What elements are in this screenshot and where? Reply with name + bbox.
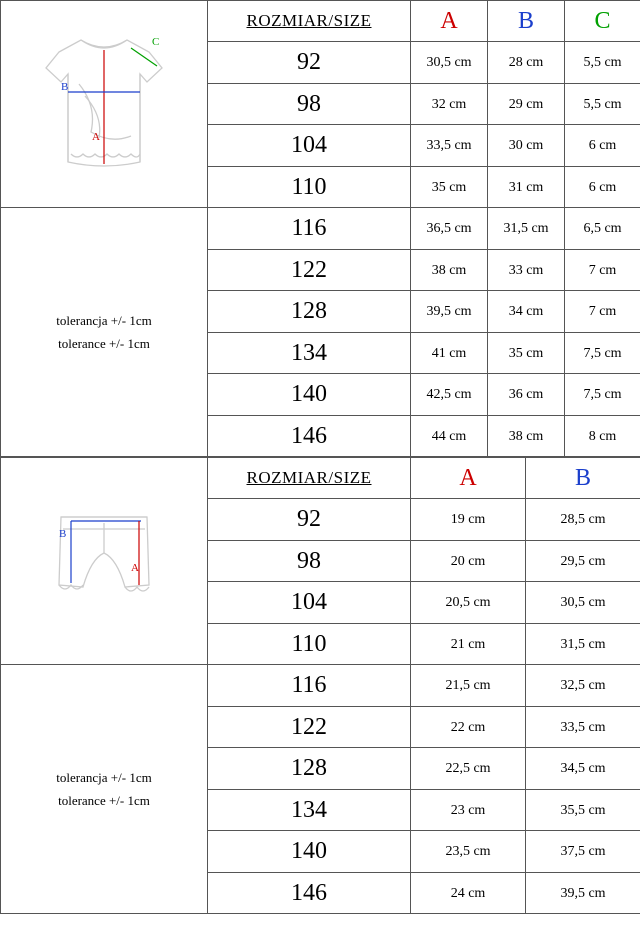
shorts-diagram-cell [1, 458, 208, 665]
measurement-b: 28 cm [508, 55, 544, 71]
cell-size [208, 125, 411, 167]
shorts-icon [29, 499, 179, 624]
measurement-a: 42,5 cm [426, 387, 472, 403]
measurement-a: 21 cm [450, 636, 486, 652]
measurement-b: 30 cm [508, 138, 544, 154]
cell-size [208, 706, 411, 748]
measurement-a: 41 cm [431, 345, 467, 361]
cell-size [208, 374, 411, 416]
cell-c [565, 83, 640, 125]
cell-a [411, 208, 488, 250]
shorts-diagram [1, 499, 207, 624]
cell-a [411, 415, 488, 457]
tolerance-pl: tolerancja +/- 1cm [56, 769, 152, 785]
measurement-b: 28,5 cm [560, 512, 606, 528]
tolerance-en: tolerance +/- 1cm [58, 793, 150, 808]
measurement-a: 30,5 cm [426, 55, 472, 71]
cell-size [208, 83, 411, 125]
measurement-b: 30,5 cm [560, 595, 606, 611]
measurement-c: 6 cm [588, 179, 617, 195]
measurement-a: 22 cm [450, 719, 486, 735]
cell-size [208, 499, 411, 541]
size-value: 116 [291, 215, 327, 242]
shorts-header-a [411, 458, 526, 499]
tshirt-icon [19, 24, 189, 184]
measurement-c: 6,5 cm [583, 221, 622, 237]
cell-size [208, 540, 411, 582]
cell-a [411, 332, 488, 374]
measurement-c: 7,5 cm [583, 345, 622, 361]
shorts-label-b: B [59, 527, 67, 540]
cell-size [208, 415, 411, 457]
size-value: 146 [291, 879, 327, 906]
shorts-header-b-text: B [574, 464, 591, 491]
measurement-a: 38 cm [431, 262, 467, 278]
cell-b [526, 831, 640, 873]
measurement-c: 5,5 cm [583, 55, 622, 71]
cell-b [488, 166, 565, 208]
cell-a [411, 83, 488, 125]
tshirt-header-a-text: A [440, 7, 458, 34]
cell-b [488, 208, 565, 250]
cell-b [526, 499, 640, 541]
measurement-b: 29,5 cm [560, 553, 606, 569]
cell-b [488, 332, 565, 374]
cell-c [565, 249, 640, 291]
cell-a [411, 706, 526, 748]
measurement-b: 33,5 cm [560, 719, 606, 735]
measurement-a: 23 cm [450, 802, 486, 818]
measurement-c: 7 cm [588, 304, 617, 320]
measurement-a: 20,5 cm [445, 595, 491, 611]
cell-a [411, 872, 526, 914]
size-value: 128 [291, 298, 327, 325]
size-value: 98 [297, 90, 321, 117]
tshirt-label-c: C [152, 36, 160, 48]
size-value: 104 [291, 589, 327, 616]
tshirt-label-b: B [61, 81, 69, 93]
cell-a [411, 42, 488, 84]
measurement-b: 33 cm [508, 262, 544, 278]
table-header-row [1, 458, 640, 499]
cell-size [208, 332, 411, 374]
measurement-a: 35 cm [431, 179, 467, 195]
size-value: 116 [291, 672, 327, 699]
tshirt-label-a: A [92, 131, 100, 143]
size-value: 140 [291, 838, 327, 865]
measurement-b: 31 cm [508, 179, 544, 195]
size-value: 110 [291, 173, 327, 200]
shorts-tolerance-cell [1, 665, 208, 914]
size-value: 110 [291, 630, 327, 657]
cell-a [411, 540, 526, 582]
size-value: 98 [297, 547, 321, 574]
cell-a [411, 789, 526, 831]
cell-b [488, 42, 565, 84]
cell-c [565, 415, 640, 457]
shorts-header-a-text: A [459, 464, 477, 491]
size-value: 104 [291, 132, 327, 159]
measurement-a: 19 cm [450, 512, 486, 528]
cell-size [208, 42, 411, 84]
cell-a [411, 623, 526, 665]
cell-a [411, 582, 526, 624]
cell-b [526, 748, 640, 790]
shorts-size-table [0, 457, 640, 914]
cell-a [411, 748, 526, 790]
measurement-b: 31,5 cm [560, 636, 606, 652]
measurement-b: 29 cm [508, 96, 544, 112]
cell-size [208, 665, 411, 707]
cell-b [488, 291, 565, 333]
cell-b [488, 125, 565, 167]
tolerance-pl: tolerancja +/- 1cm [56, 312, 152, 328]
cell-a [411, 831, 526, 873]
cell-size [208, 789, 411, 831]
cell-c [565, 374, 640, 416]
cell-size [208, 831, 411, 873]
size-value: 140 [291, 381, 327, 408]
cell-b [488, 374, 565, 416]
table-row [1, 665, 640, 707]
cell-a [411, 125, 488, 167]
shorts-header-size [208, 458, 411, 499]
cell-b [488, 249, 565, 291]
tshirt-tolerance-cell [1, 208, 208, 457]
measurement-a: 21,5 cm [445, 678, 491, 694]
cell-b [526, 623, 640, 665]
measurement-b: 35,5 cm [560, 802, 606, 818]
cell-c [565, 42, 640, 84]
measurement-a: 44 cm [431, 428, 467, 444]
cell-c [565, 332, 640, 374]
cell-size [208, 291, 411, 333]
tshirt-header-size [208, 1, 411, 42]
cell-size [208, 249, 411, 291]
measurement-c: 8 cm [588, 428, 617, 444]
tolerance-en: tolerance +/- 1cm [58, 336, 150, 351]
cell-c [565, 291, 640, 333]
cell-c [565, 208, 640, 250]
measurement-b: 35 cm [508, 345, 544, 361]
shorts-header-size-text: ROZMIAR/SIZE [246, 468, 372, 487]
shorts-header-b [526, 458, 640, 499]
cell-b [526, 872, 640, 914]
cell-b [526, 789, 640, 831]
measurement-c: 7 cm [588, 262, 617, 278]
cell-size [208, 582, 411, 624]
tshirt-header-c [565, 1, 640, 42]
tshirt-header-b-text: B [517, 7, 534, 34]
cell-a [411, 249, 488, 291]
tshirt-header-a [411, 1, 488, 42]
measurement-c: 5,5 cm [583, 96, 622, 112]
cell-b [526, 665, 640, 707]
size-value: 92 [297, 506, 321, 533]
size-value: 134 [291, 339, 327, 366]
tshirt-header-c-text: C [594, 7, 611, 34]
measurement-a: 23,5 cm [445, 844, 491, 860]
cell-b [488, 415, 565, 457]
cell-b [526, 582, 640, 624]
size-value: 134 [291, 796, 327, 823]
cell-a [411, 166, 488, 208]
cell-a [411, 665, 526, 707]
cell-size [208, 208, 411, 250]
cell-a [411, 291, 488, 333]
shorts-label-a: A [131, 561, 139, 574]
measurement-b: 38 cm [508, 428, 544, 444]
cell-size [208, 872, 411, 914]
cell-size [208, 166, 411, 208]
measurement-b: 37,5 cm [560, 844, 606, 860]
measurement-b: 36 cm [508, 387, 544, 403]
measurement-b: 31,5 cm [503, 221, 549, 237]
cell-a [411, 374, 488, 416]
measurement-c: 7,5 cm [583, 387, 622, 403]
tshirt-diagram-cell [1, 1, 208, 208]
tshirt-header-b [488, 1, 565, 42]
measurement-a: 32 cm [431, 96, 467, 112]
cell-c [565, 166, 640, 208]
tshirt-header-size-text: ROZMIAR/SIZE [246, 11, 372, 30]
size-value: 128 [291, 755, 327, 782]
measurement-a: 39,5 cm [426, 304, 472, 320]
size-value: 122 [291, 713, 327, 740]
measurement-b: 32,5 cm [560, 678, 606, 694]
measurement-b: 39,5 cm [560, 885, 606, 901]
size-value: 146 [291, 422, 327, 449]
table-header-row [1, 1, 640, 42]
size-value: 92 [297, 49, 321, 76]
cell-size [208, 623, 411, 665]
table-row [1, 208, 640, 250]
measurement-c: 6 cm [588, 138, 617, 154]
measurement-b: 34 cm [508, 304, 544, 320]
measurement-a: 24 cm [450, 885, 486, 901]
measurement-a: 33,5 cm [426, 138, 472, 154]
cell-b [526, 706, 640, 748]
tshirt-size-table [0, 0, 640, 457]
measurement-a: 36,5 cm [426, 221, 472, 237]
cell-b [488, 83, 565, 125]
cell-b [526, 540, 640, 582]
measurement-a: 22,5 cm [445, 761, 491, 777]
tshirt-diagram [1, 24, 207, 184]
measurement-b: 34,5 cm [560, 761, 606, 777]
cell-c [565, 125, 640, 167]
size-value: 122 [291, 256, 327, 283]
cell-a [411, 499, 526, 541]
measurement-a: 20 cm [450, 553, 486, 569]
cell-size [208, 748, 411, 790]
